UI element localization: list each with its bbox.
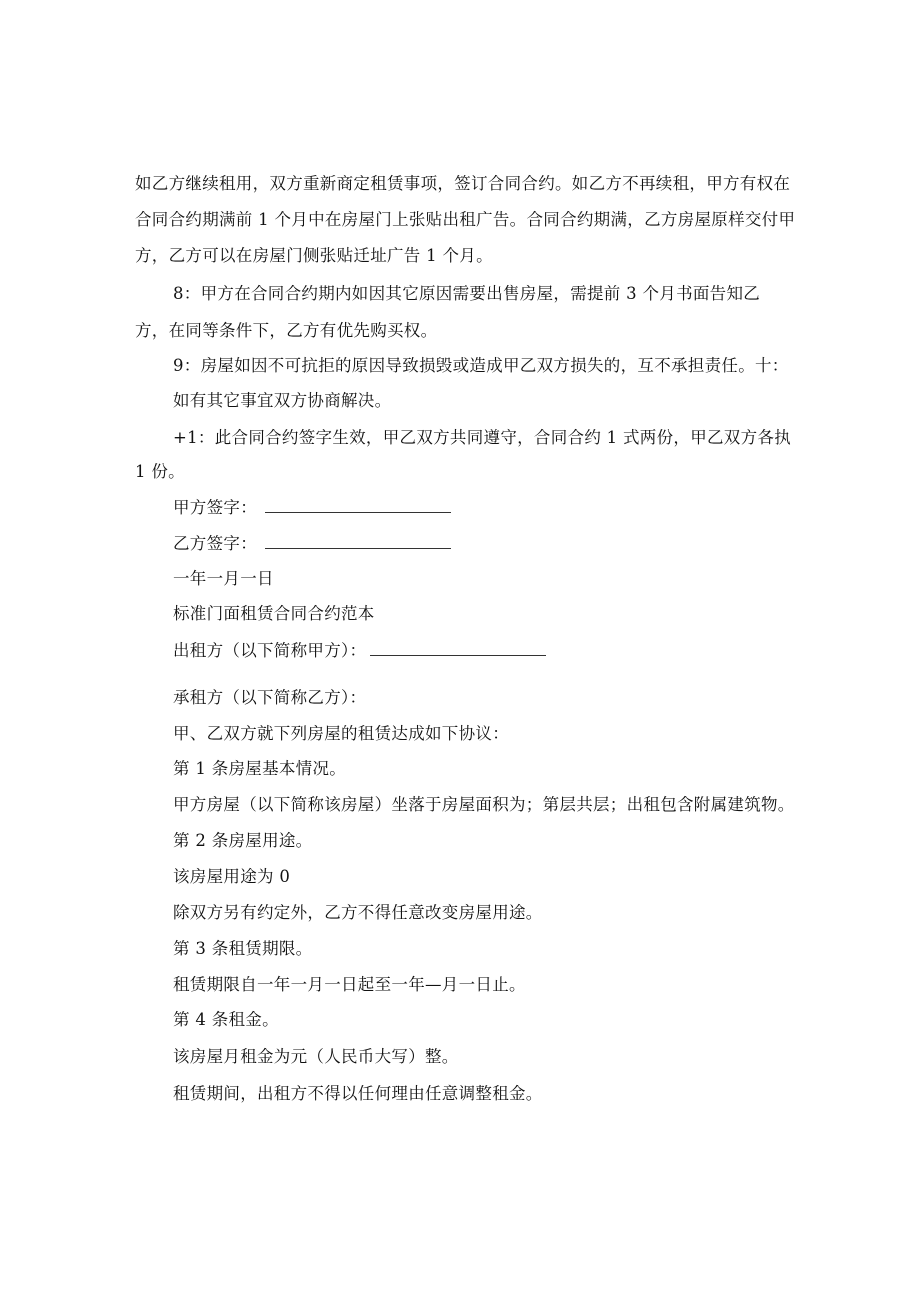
paragraph-line: 如乙方继续租用，双方重新商定租赁事项，签订合同合约。如乙方不再续租，甲方有权在 (135, 174, 791, 193)
party-a-signature (173, 498, 451, 518)
agreement-intro: 甲、乙双方就下列房屋的租赁达成如下协议： (173, 724, 509, 743)
paragraph-line: 方，在同等条件下，乙方有优先购买权。 (135, 321, 438, 340)
clause-8: 8：甲方在合同合约期内如因其它原因需要出售房屋，需提前 3 个月书面告知乙 (173, 284, 761, 303)
article-1-title: 第 1 条房屋基本情况。 (173, 759, 347, 778)
paragraph-line: 合同合约期满前 1 个月中在房屋门上张贴出租广告。合同合约期满，乙方房屋原样交付甲 (135, 210, 796, 229)
article-4-title: 第 4 条租金。 (173, 1010, 279, 1029)
party-b-signature-line[interactable] (265, 534, 451, 549)
article-2-body: 该房屋用途为 0 (173, 867, 291, 886)
article-4-body: 租赁期间，出租方不得以任何理由任意调整租金。 (173, 1084, 543, 1103)
lessee-label: 承租方（以下简称乙方）： (173, 688, 367, 707)
paragraph-line: 如有其它事宜双方协商解决。 (173, 391, 392, 410)
article-2-title: 第 2 条房屋用途。 (173, 831, 313, 850)
article-3-body: 租赁期限自一年一月一日起至一年—月一日止。 (173, 975, 526, 994)
paragraph-line: 1 份。 (135, 462, 185, 481)
lessor-field (173, 641, 546, 661)
paragraph-line: 方，乙方可以在房屋门侧张贴迁址广告 1 个月。 (135, 246, 493, 265)
clause-11: +1：此合同合约签字生效，甲乙双方共同遵守，合同合约 1 式两份，甲乙双方各执 (173, 428, 792, 447)
clause-9: 9：房屋如因不可抗拒的原因导致损毁或造成甲乙双方损失的，互不承担责任。十： (173, 356, 789, 375)
article-4-body: 该房屋月租金为元（人民币大写）整。 (173, 1047, 459, 1066)
article-1-body: 甲方房屋（以下简称该房屋）坐落于房屋面积为；第层共层；出租包含附属建筑物。 (173, 795, 795, 814)
party-a-signature-line[interactable] (265, 498, 451, 513)
party-a-signature-label: 甲方签字： (173, 498, 257, 517)
lessor-label: 出租方（以下简称甲方）： (173, 641, 367, 660)
article-3-title: 第 3 条租赁期限。 (173, 939, 313, 958)
date-line: 一年一月一日 (173, 569, 274, 588)
party-b-signature-label: 乙方签字： (173, 534, 257, 553)
party-b-signature (173, 534, 451, 554)
article-2-body: 除双方另有约定外，乙方不得任意改变房屋用途。 (173, 903, 543, 922)
lessor-blank-line[interactable] (370, 641, 546, 656)
template-title: 标准门面租赁合同合约范本 (173, 604, 375, 623)
